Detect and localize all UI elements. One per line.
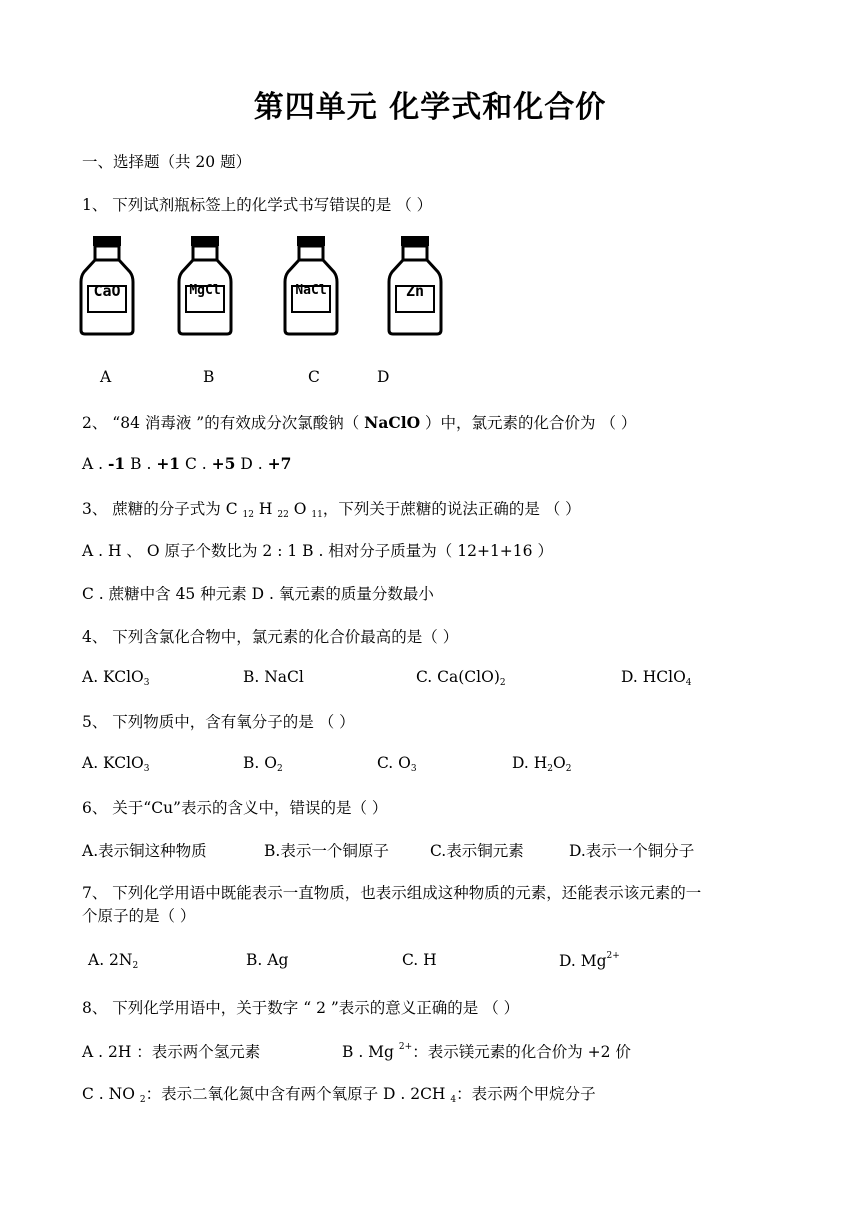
q5-d-mid: O xyxy=(552,754,566,772)
q6-option-c: C.表示铜元素 xyxy=(430,842,524,860)
q3-h: H xyxy=(253,500,278,518)
q2-option-b: +1 xyxy=(156,454,181,473)
q8-option-b xyxy=(342,1040,631,1062)
q4-a-sub: 3 xyxy=(143,678,150,688)
q3-o: O xyxy=(288,500,312,518)
question-1-text: 1、 下列试剂瓶标签上的化学式书写错误的是 （ ） xyxy=(82,196,433,214)
q5-b-sub: 2 xyxy=(276,764,283,774)
q3-sub-o: 11 xyxy=(311,510,323,520)
q4-option-b: B. NaCl xyxy=(243,668,304,686)
bottle-label-b: MgCl xyxy=(189,283,221,298)
question-2-text xyxy=(82,411,636,433)
q3-post: ，下列关于蔗糖的说法正确的是 （ ） xyxy=(322,500,581,518)
q4-option-c xyxy=(416,668,506,688)
q8-c-sub: 2 xyxy=(139,1095,146,1105)
q5-d-text: D. H xyxy=(512,754,548,772)
question-3-options-ab: A . H 、 O 原子个数比为 2 : 1 B . 相对分子质量为（ 12+1+16 ） xyxy=(82,542,553,560)
q4-option-d xyxy=(621,668,692,688)
q5-option-c xyxy=(377,754,417,774)
question-6-text: 6、 关于“Cu”表示的含义中，错误的是（ ） xyxy=(82,799,388,817)
bottle-label-c: NaCl xyxy=(295,283,327,298)
q3-sub-c: 12 xyxy=(242,510,254,520)
q3-pre: 3、 蔗糖的分子式为 C xyxy=(82,500,243,518)
q7-option-a xyxy=(88,951,138,971)
q7-a-sub: 2 xyxy=(132,961,139,971)
q6-option-d: D.表示一个铜分子 xyxy=(569,842,695,860)
q5-option-b xyxy=(243,754,283,774)
q2-d-prefix: D . xyxy=(235,455,268,473)
q4-option-a xyxy=(82,668,149,688)
q1-option-c: C xyxy=(308,368,320,386)
q5-c-sub: 3 xyxy=(410,764,417,774)
question-5-text: 5、 下列物质中，含有氧分子的是 （ ） xyxy=(82,713,355,731)
question-3-text xyxy=(82,497,581,520)
q2-formula: NaClO xyxy=(364,413,421,432)
question-7-text-line2: 个原子的是（ ） xyxy=(82,907,196,925)
q1-option-d: D xyxy=(377,368,390,386)
q4-d-text: D. HClO xyxy=(621,668,686,686)
q2-c-prefix: C . xyxy=(180,455,212,473)
q8-b-post: ：表示镁元素的化合价为 +2 价 xyxy=(412,1043,631,1061)
q6-option-a: A.表示铜这种物质 xyxy=(82,842,207,860)
q5-d-sub2: 2 xyxy=(565,764,572,774)
bottle-label-d: Zn xyxy=(405,282,425,300)
question-7-text-line1: 7、 下列化学用语中既能表示一直物质，也表示组成这种物质的元素，还能表示该元素的一 xyxy=(82,884,702,902)
q2-b-prefix: B . xyxy=(125,455,157,473)
q2-option-c: +5 xyxy=(211,454,236,473)
q5-b-text: B. O xyxy=(243,754,277,772)
q7-d-text: D. Mg xyxy=(559,952,607,970)
q7-option-b: B. Ag xyxy=(246,951,289,969)
q2-option-a: -1 xyxy=(107,454,126,473)
q7-option-d xyxy=(559,951,620,970)
q5-a-text: A. KClO xyxy=(82,754,144,772)
q6-option-b: B.表示一个铜原子 xyxy=(264,842,389,860)
q5-option-a xyxy=(82,754,149,774)
q4-c-text: C. Ca(ClO) xyxy=(416,668,500,686)
q8-b-pre: B . Mg xyxy=(342,1043,399,1061)
q1-option-b: B xyxy=(203,368,215,386)
q7-option-c: C. H xyxy=(402,951,437,969)
question-8-text: 8、 下列化学用语中，关于数字 “ 2 ”表示的意义正确的是 （ ） xyxy=(82,999,520,1017)
q4-d-sub: 4 xyxy=(685,678,692,688)
q7-a-text: A. 2N xyxy=(88,951,133,969)
q8-c-pre: C . NO xyxy=(82,1085,140,1103)
section-heading: 一、选择题（共 20 题） xyxy=(82,153,252,171)
q8-c-post: ：表示二氧化氮中含有两个氧原子 D . 2CH xyxy=(145,1085,451,1103)
bottle-label-a: CaO xyxy=(93,282,121,300)
page-title: 第四单元 化学式和化合价 xyxy=(253,90,607,125)
question-4-text: 4、 下列含氯化合物中，氯元素的化合价最高的是（ ） xyxy=(82,628,459,646)
q8-d-sub: 4 xyxy=(450,1095,457,1105)
q8-options-cd xyxy=(82,1082,596,1105)
q8-d-post: ：表示两个甲烷分子 xyxy=(456,1085,596,1103)
q4-c-sub: 2 xyxy=(499,678,506,688)
q3-sub-h: 22 xyxy=(277,510,289,520)
q8-b-sup: 2+ xyxy=(398,1042,413,1052)
q7-d-sup: 2+ xyxy=(606,951,620,961)
question-2-options xyxy=(82,454,291,473)
q2-option-d: +7 xyxy=(267,454,292,473)
q4-a-text: A. KClO xyxy=(82,668,144,686)
q8-option-a: A . 2H ：表示两个氢元素 xyxy=(82,1043,261,1061)
q5-c-text: C. O xyxy=(377,754,411,772)
q5-option-d xyxy=(512,754,571,774)
q5-a-sub: 3 xyxy=(143,764,150,774)
q2-post: ）中，氯元素的化合价为 （ ） xyxy=(420,414,637,432)
q2-a-prefix: A . xyxy=(82,455,108,473)
question-3-options-cd: C . 蔗糖中含 45 种元素 D . 氧元素的质量分数最小 xyxy=(82,585,434,603)
q5-d-sub1: 2 xyxy=(547,764,553,774)
q2-pre: 2、 “84 消毒液 ”的有效成分次氯酸钠（ xyxy=(82,414,365,432)
q1-option-a: A xyxy=(100,368,112,386)
